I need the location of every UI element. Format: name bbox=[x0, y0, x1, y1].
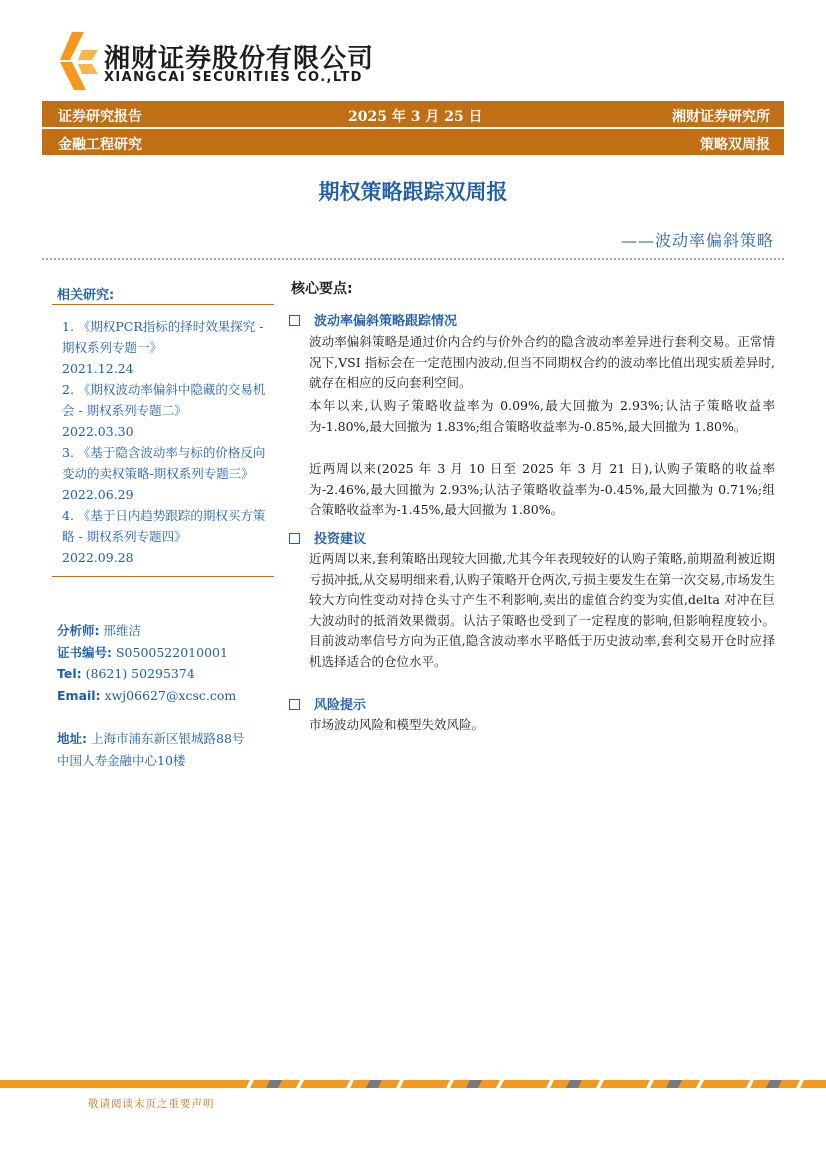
page-subtitle: ——波动率偏斜策略 bbox=[620, 231, 774, 250]
related-title: 3. 《基于隐含波动率与标的价格反向变动的卖权策略-期权系列专题三》 bbox=[62, 445, 266, 481]
list-item[interactable] bbox=[62, 442, 270, 505]
address-info bbox=[57, 728, 244, 771]
address-label: 地址: bbox=[57, 731, 87, 746]
list-item[interactable] bbox=[62, 379, 270, 442]
related-date: 2022.03.30 bbox=[62, 424, 134, 439]
tracking-paragraph-1: 波动率偏斜策略是通过价内合约与价外合约的隐含波动率差异进行套利交易。正常情况下,VSI 指标会在一定范围内波动,但当不同期权合约的波动率比值出现实质差异时,就存在相应的反向套利空间。 bbox=[309, 334, 775, 390]
email-link[interactable]: xwj06627@xcsc.com bbox=[104, 687, 237, 703]
related-date: 2021.12.24 bbox=[62, 361, 134, 376]
tracking-paragraph-2: 本年以来,认购子策略收益率为 0.09%,最大回撤为 2.93%;认沽子策略收益率为-1.80%,最大回撤为 1.83%;组合策略收益率为-0.85%,最大回撤为 1.80%。 bbox=[309, 398, 775, 434]
page-title: 期权策略跟踪双周报 bbox=[318, 180, 508, 204]
section-heading-tracking bbox=[289, 310, 457, 329]
section-title: 风险提示 bbox=[314, 698, 367, 713]
related-title: 4. 《基于日内趋势跟踪的期权买方策略 - 期权系列专题四》 bbox=[62, 508, 266, 544]
footer-stripe-bar bbox=[0, 1080, 826, 1088]
list-item[interactable] bbox=[62, 316, 270, 379]
advice-paragraph: 近两周以来,套利策略出现较大回撤,尤其今年表现较好的认购子策略,前期盈利被近期亏损冲抵,从交易明细来看,认购子策略开仓两次,亏损主要发生在第一次交易,市场发生较大方向性变动对持仓头寸产生不利影响,卖出的虚值合约变为实值,delta 对冲在巨大波动时的抵消效果微弱。认沽子策略也受到了一定程度的影响,但影响程度较小。目前波动率信号方向为正值,隐含波动率水平略低于历史波动率,套利交易开仓时应择机选择适合的仓位水平。 bbox=[309, 551, 775, 669]
report-category: 金融工程研究 bbox=[58, 137, 142, 153]
list-item[interactable] bbox=[62, 505, 270, 568]
section-title: 波动率偏斜策略跟踪情况 bbox=[314, 314, 458, 329]
footer-disclaimer: 敬请阅读末页之重要声明 bbox=[88, 1098, 215, 1110]
tel-label: Tel: bbox=[57, 666, 82, 681]
related-date: 2022.06.29 bbox=[62, 487, 134, 502]
related-title: 2. 《期权波动率偏斜中隐藏的交易机会 - 期权系列专题二》 bbox=[62, 382, 266, 418]
address-line-2: 中国人寿金融中心10楼 bbox=[57, 752, 186, 768]
analyst-name: 邢维洁 bbox=[103, 623, 141, 638]
related-date: 2022.09.28 bbox=[62, 550, 134, 565]
risk-paragraph: 市场波动风险和模型失效风险。 bbox=[309, 717, 485, 732]
checkbox-bullet-icon bbox=[289, 699, 300, 710]
checkbox-bullet-icon bbox=[289, 533, 300, 544]
analyst-info bbox=[57, 620, 236, 706]
report-series: 策略双周报 bbox=[700, 137, 770, 153]
brand-name-cn: 湘财证券股份有限公司 bbox=[104, 44, 375, 74]
institute-name: 湘财证券研究所 bbox=[672, 109, 770, 125]
tel-value: (8621) 50295374 bbox=[85, 666, 195, 681]
section-heading-advice bbox=[289, 528, 366, 547]
cert-label: 证书编号: bbox=[57, 644, 112, 660]
tracking-paragraph-3: 近两周以来(2025 年 3 月 10 日至 2025 年 3 月 21 日),认购子策略的收益率为-2.46%,最大回撤为 2.93%;认沽子策略收益率为-0.45%,最大回撤为 0.71%;组合策略收益率为-1.45%,最大回撤为 1.80%。 bbox=[309, 461, 775, 517]
related-research-heading: 相关研究: bbox=[57, 288, 115, 303]
report-type: 证券研究报告 bbox=[58, 109, 142, 125]
company-logo-icon bbox=[52, 30, 102, 92]
related-title: 1. 《期权PCR指标的择时效果探究 - 期权系列专题一》 bbox=[62, 319, 264, 355]
title-divider bbox=[42, 258, 784, 260]
related-divider-bottom bbox=[52, 576, 274, 577]
core-points-heading: 核心要点: bbox=[291, 281, 353, 297]
section-title: 投资建议 bbox=[314, 532, 367, 547]
address-line-1: 上海市浦东新区银城路88号 bbox=[90, 731, 245, 746]
report-date: 2025 年 3 月 25 日 bbox=[348, 109, 483, 125]
analyst-label: 分析师: bbox=[57, 623, 100, 638]
header-band-top bbox=[42, 101, 784, 127]
brand-name-en: XIANGCAI SECURITIES CO.,LTD bbox=[104, 70, 363, 85]
section-heading-risk bbox=[289, 694, 366, 713]
checkbox-bullet-icon bbox=[289, 315, 300, 326]
cert-value: S0500522010001 bbox=[115, 644, 228, 660]
related-research-list bbox=[62, 316, 270, 568]
header-band-bottom bbox=[42, 129, 784, 155]
email-label: Email: bbox=[57, 687, 101, 703]
related-divider-top bbox=[52, 304, 274, 305]
